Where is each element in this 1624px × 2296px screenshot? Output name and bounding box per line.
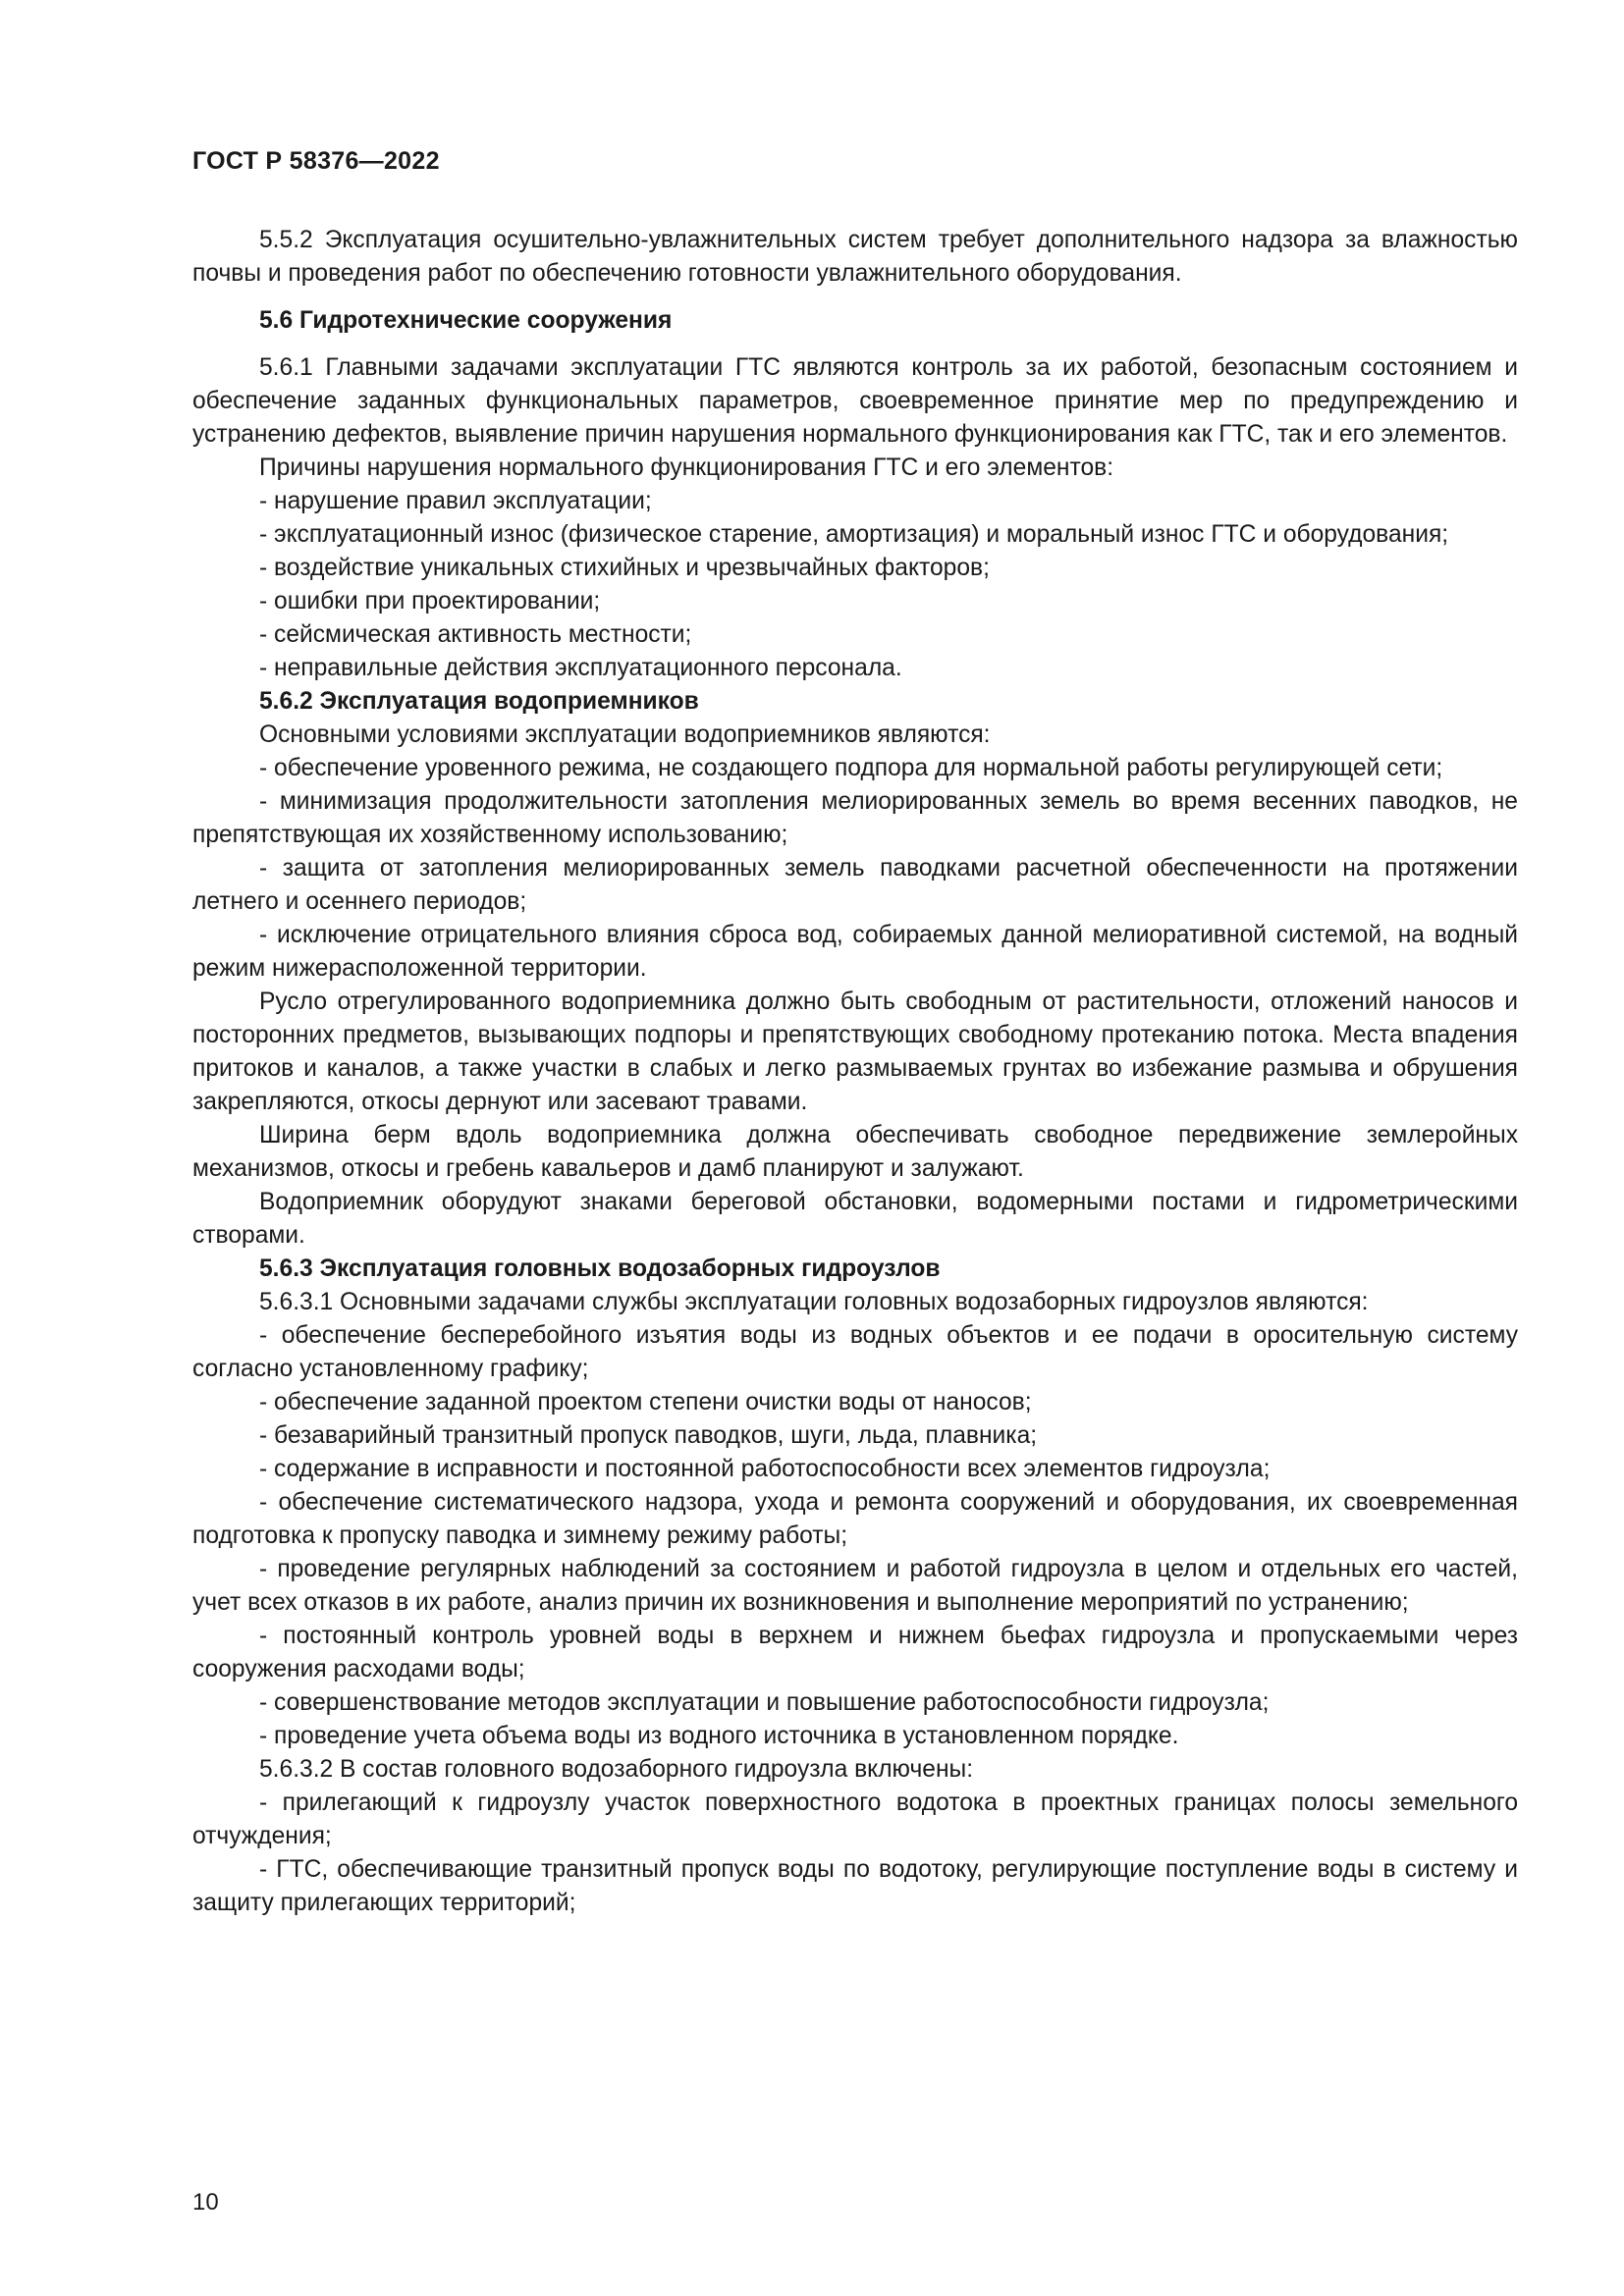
section-heading: 5.6.2 Эксплуатация водоприемников [259, 688, 699, 715]
body-paragraph: 5.5.2 Эксплуатация осушительно-увлажнительных систем требует дополнительного надзора за влажностью почвы и проведения работ по обеспечению готовности увлажнительного оборудования. [192, 227, 1518, 287]
body-paragraph: - ошибки при проектировании; [259, 588, 601, 614]
body-paragraph: - минимизация продолжительности затопления мелиорированных земель во время весенних паводков, не препятствующая их хозяйственному использованию; [192, 788, 1518, 848]
body-paragraph: Водоприемник оборудуют знаками береговой обстановки, водомерными постами и гидрометрическими створами. [192, 1189, 1518, 1249]
body-paragraph: - защита от затопления мелиорированных земель паводками расчетной обеспеченности на протяжении летнего и осеннего периодов; [192, 855, 1518, 915]
standard-code-header: ГОСТ Р 58376—2022 [192, 147, 440, 175]
body-text [192, 224, 1518, 1920]
section-heading: 5.6.3 Эксплуатация головных водозаборных гидроузлов [259, 1255, 941, 1282]
body-paragraph: - проведение учета объема воды из водного источника в установленном порядке. [259, 1723, 1179, 1749]
body-paragraph: 5.6.3.2 В состав головного водозаборного гидроузла включены: [259, 1756, 974, 1783]
body-paragraph: - нарушение правил эксплуатации; [259, 488, 652, 514]
body-paragraph: - обеспечение заданной проектом степени очистки воды от наносов; [259, 1389, 1032, 1415]
body-paragraph: 5.6.3.1 Основными задачами службы эксплуатации головных водозаборных гидроузлов являются: [259, 1289, 1369, 1315]
body-paragraph: - содержание в исправности и постоянной работоспособности всех элементов гидроузла; [259, 1456, 1271, 1482]
body-paragraph: - неправильные действия эксплуатационного персонала. [259, 655, 902, 681]
body-paragraph: - ГТС, обеспечивающие транзитный пропуск воды по водотоку, регулирующие поступление воды в систему и защиту прилегающих территорий; [192, 1856, 1518, 1916]
section-heading: 5.6 Гидротехнические сооружения [259, 307, 673, 334]
body-paragraph: Ширина берм вдоль водоприемника должна обеспечивать свободное передвижение землеройных механизмов, откосы и гребень кавальеров и дамб планируют и залужают. [192, 1122, 1518, 1182]
body-paragraph: Русло отрегулированного водоприемника должно быть свободным от растительности, отложений наносов и посторонних предметов, вызывающих подпоры и препятствующих свободному протеканию потока. Места впадения притоков и каналов, а также участки в слабых и легко размываемых грунтах во избежание размыва и обрушения закрепляются, откосы дернуют или засевают травами. [192, 988, 1518, 1115]
body-paragraph: Причины нарушения нормального функционирования ГТС и его элементов: [259, 454, 1114, 481]
body-paragraph: 5.6.1 Главными задачами эксплуатации ГТС являются контроль за их работой, безопасным состоянием и обеспечение заданных функциональных параметров, своевременное принятие мер по предупреждению и устранению дефектов, выявление причин нарушения нормального функционирования как ГТС, так и его элементов. [192, 354, 1518, 448]
body-paragraph: - обеспечение бесперебойного изъятия воды из водных объектов и ее подачи в оросительную систему согласно установленному графику; [192, 1322, 1518, 1382]
page-number: 10 [192, 2189, 219, 2216]
body-paragraph: - постоянный контроль уровней воды в верхнем и нижнем бьефах гидроузла и пропускаемыми через сооружения расходами воды; [192, 1623, 1518, 1682]
body-paragraph: - обеспечение систематического надзора, ухода и ремонта сооружений и оборудования, их своевременная подготовка к пропуску паводка и зимнему режиму работы; [192, 1489, 1518, 1549]
body-paragraph: - обеспечение уровенного режима, не создающего подпора для нормальной работы регулирующей сети; [259, 755, 1443, 781]
body-paragraph: - прилегающий к гидроузлу участок поверхностного водотока в проектных границах полосы земельного отчуждения; [192, 1789, 1518, 1849]
body-paragraph: - исключение отрицательного влияния сброса вод, собираемых данной мелиоративной системой, на водный режим нижерасположенной территории. [192, 922, 1518, 982]
body-paragraph: - эксплуатационный износ (физическое старение, амортизация) и моральный износ ГТС и оборудования; [259, 521, 1449, 548]
body-paragraph: - проведение регулярных наблюдений за состоянием и работой гидроузла в целом и отдельных его частей, учет всех отказов в их работе, анализ причин их возникновения и выполнение мероприятий по устранению; [192, 1556, 1518, 1616]
body-paragraph: - безаварийный транзитный пропуск паводков, шуги, льда, плавника; [259, 1422, 1038, 1449]
body-paragraph: - сейсмическая активность местности; [259, 621, 692, 648]
body-paragraph: - совершенствование методов эксплуатации и повышение работоспособности гидроузла; [259, 1689, 1270, 1716]
body-paragraph: - воздействие уникальных стихийных и чрезвычайных факторов; [259, 555, 990, 581]
body-paragraph: Основными условиями эксплуатации водоприемников являются: [259, 721, 991, 748]
